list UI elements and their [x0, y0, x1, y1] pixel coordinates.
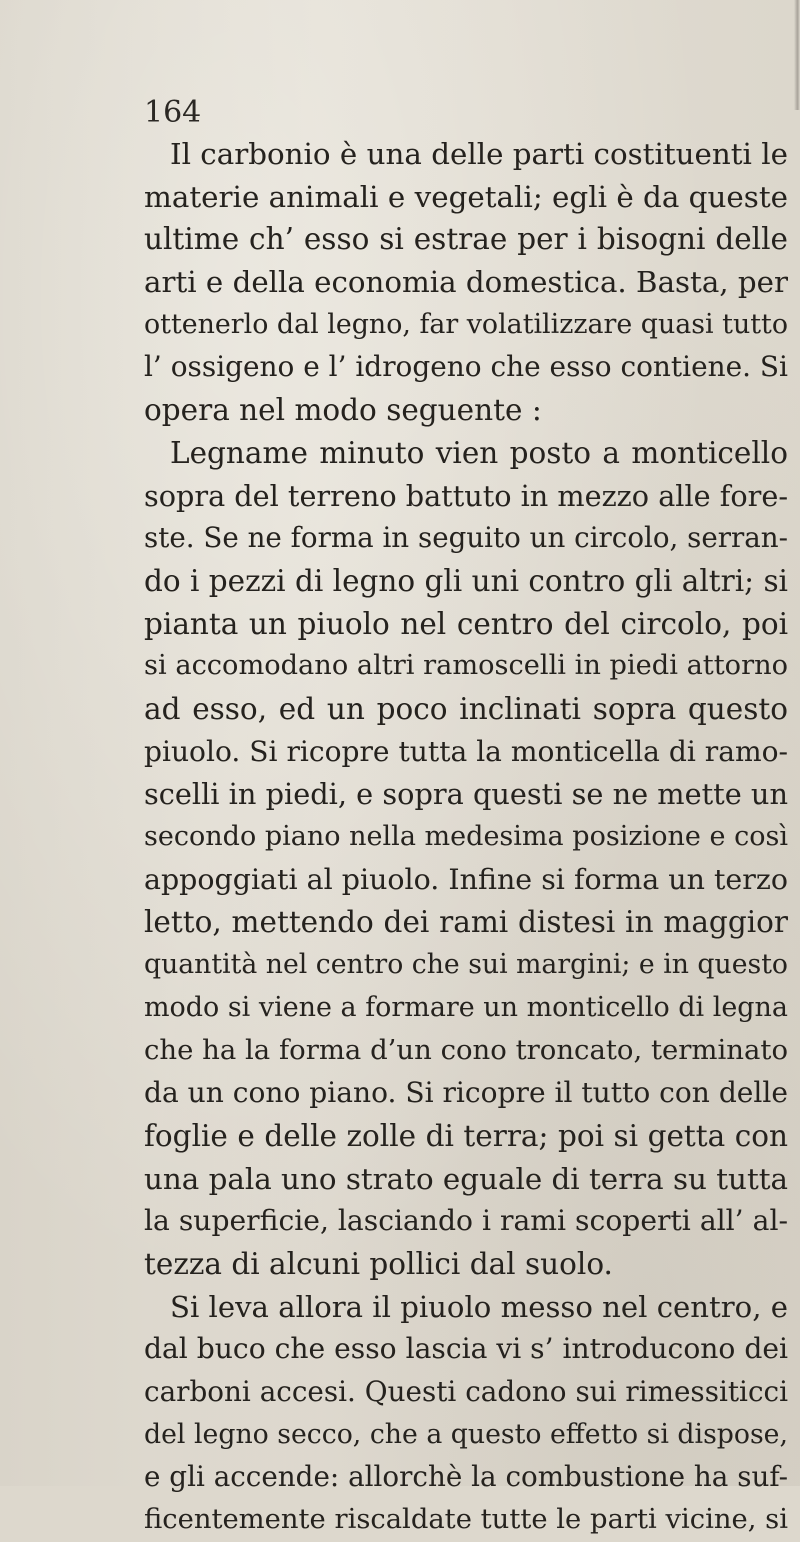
- text-line: ste. Se ne forma in seguito un circolo, serran-: [144, 521, 788, 555]
- paragraph-2: [144, 432, 788, 1286]
- text-line: e gli accende: allorchè la combustione ha suf-: [144, 1460, 788, 1494]
- text-line: ottenerlo dal legno, far volatilizzare quasi tutto: [144, 308, 788, 340]
- body-text: [144, 133, 788, 1542]
- text-line: materie animali e vegetali; egli è da queste: [144, 179, 788, 214]
- text-line: Si leva allora il piuolo messo nel centro, e: [170, 1289, 788, 1324]
- text-line: l’ ossigeno e l’ idrogeno che esso contiene. Si: [144, 350, 788, 384]
- text-line: scelli in piedi, e sopra questi se ne mette un: [144, 777, 788, 812]
- text-line: carboni accesi. Questi cadono sui rimessiticci: [144, 1374, 788, 1408]
- text-line: del legno secco, che a questo effetto si dispose,: [144, 1418, 788, 1450]
- text-line: che ha la forma d’un cono troncato, terminato: [144, 1034, 788, 1067]
- text-line: appoggiati al piuolo. Infine si forma un terzo: [144, 862, 788, 896]
- text-line: do i pezzi di legno gli uni contro gli altri; si: [144, 563, 788, 598]
- text-line: arti e della economia domestica. Basta, per: [144, 265, 788, 300]
- text-line: dal buco che esso lascia vi s’ introducono dei: [144, 1332, 789, 1366]
- text-line: ultime ch’ esso si estrae per i bisogni delle: [144, 222, 788, 257]
- text-line: Il carbonio è una delle parti costituenti le: [170, 137, 788, 171]
- text-line: una pala uno strato eguale di terra su tutta: [144, 1161, 788, 1196]
- paragraph-1: [144, 133, 788, 432]
- text-line: la superficie, lasciando i rami scoperti all’ al-: [144, 1204, 788, 1238]
- text-line: opera nel modo seguente :: [144, 393, 542, 428]
- text-line: ad esso, ed un poco inclinati sopra questo: [144, 691, 788, 726]
- text-line: quantità nel centro che sui margini; e in questo: [144, 949, 788, 981]
- text-line: pianta un piuolo nel centro del circolo, poi: [144, 606, 789, 641]
- text-line: tezza di alcuni pollici dal suolo.: [144, 1246, 613, 1281]
- text-line: ficentemente riscaldate tutte le parti vicine, si: [144, 1504, 788, 1535]
- text-line: Legname minuto vien posto a monticello: [170, 435, 788, 470]
- page-edge-shadow: [794, 0, 800, 110]
- page-number: 164: [144, 95, 202, 130]
- text-line: si accomodano altri ramoscelli in piedi attorno: [144, 650, 788, 682]
- paragraph-3: [144, 1286, 788, 1542]
- text-line: secondo piano nella medesima posizione e così: [144, 821, 788, 852]
- text-line: letto, mettendo dei rami distesi in maggior: [144, 905, 788, 940]
- text-line: modo si viene a formare un monticello di legna: [144, 991, 788, 1023]
- text-line: foglie e delle zolle di terra; poi si getta con: [144, 1118, 788, 1153]
- text-line: da un cono piano. Si ricopre il tutto con delle: [144, 1076, 788, 1110]
- text-line: piuolo. Si ricopre tutta la monticella di ramo-: [144, 734, 788, 768]
- text-line: sopra del terreno battuto in mezzo alle fore-: [144, 478, 789, 513]
